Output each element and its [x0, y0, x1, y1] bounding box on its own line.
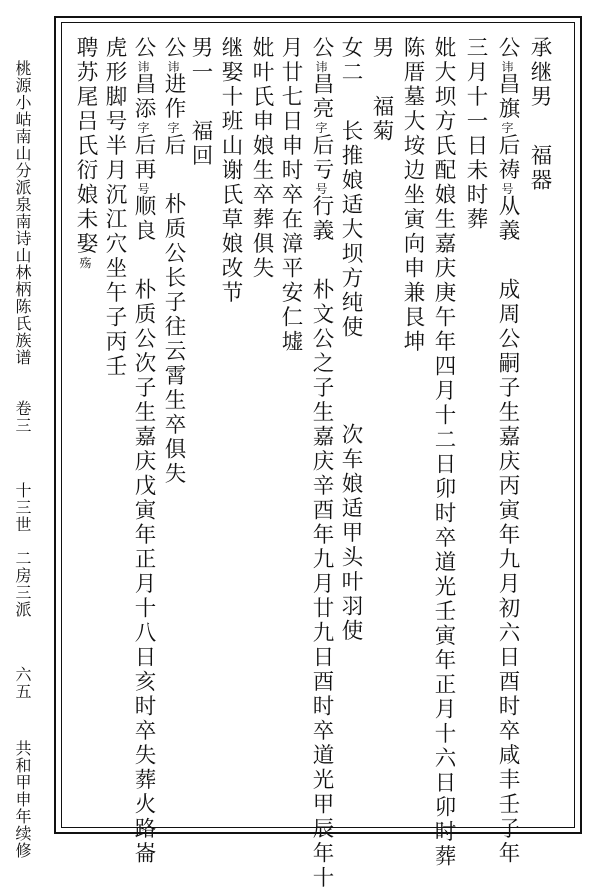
text-column — [275, 36, 305, 355]
text-column — [99, 36, 129, 379]
text-segment: 公 — [495, 36, 520, 61]
annotation-mark: 殇 — [78, 257, 92, 269]
text-column — [70, 36, 100, 269]
page-number: 六五 — [8, 666, 36, 700]
text-segment: 公 — [131, 36, 156, 61]
text-column — [366, 36, 396, 144]
edition-label: 共和甲申年续修 — [8, 740, 36, 859]
text-segment: 陈厝墓大垵边坐寅向申兼艮坤 — [400, 36, 425, 355]
text-segment: 妣大坝方氏配娘生嘉庆庚午年四月十二日卯时卒道光壬寅年正月十六日卯时葬 — [431, 36, 456, 869]
text-segment: 顺良 朴质公次子生嘉庆戊寅年正月十八日亥时卒失葬火路崙 — [131, 195, 156, 866]
text-segment: 虎形脚号半月沉江穴坐午子丙壬 — [102, 36, 127, 379]
annotation-mark: 讳 — [500, 61, 514, 73]
annotation-mark: 字 — [500, 122, 514, 134]
text-column — [492, 36, 522, 866]
text-segment: 进作 — [161, 73, 186, 122]
text-segment: 继娶十班山谢氏草娘改节 — [218, 36, 243, 306]
text-column — [215, 36, 245, 306]
text-segment: 男一 福回 — [188, 36, 213, 168]
margin-column — [8, 60, 36, 859]
text-segment: 后亏 — [309, 134, 334, 183]
text-segment: 后再 — [131, 134, 156, 183]
text-segment: 女二 长推娘适大坝方纯使 次车娘适甲头叶羽使 — [338, 36, 363, 644]
text-segment: 三月十一日未时葬 — [463, 36, 488, 232]
text-segment: 昌旗 — [495, 73, 520, 122]
annotation-mark: 号 — [500, 183, 514, 195]
text-column — [460, 36, 490, 232]
text-segment: 聘苏尾吕氏衍娘未娶 — [73, 36, 98, 257]
text-segment: 后 朴质公长子往云霄生卒俱失 — [161, 134, 186, 487]
annotation-mark: 字 — [136, 122, 150, 134]
text-segment: 后祷 — [495, 134, 520, 183]
text-segment: 从義 成周公嗣子生嘉庆丙寅年九月初六日酉时卒咸丰壬子年 — [495, 195, 520, 866]
text-segment: 行義 朴文公之子生嘉庆辛酉年九月廿九日酉时卒道光甲辰年十 — [309, 195, 334, 890]
text-segment: 男 福菊 — [369, 36, 394, 144]
text-segment: 公 — [309, 36, 334, 61]
text-column — [397, 36, 427, 355]
text-segment: 昌亮 — [309, 73, 334, 122]
book-title: 桃源小岵南山分派泉南诗山林柄陈氏族谱 — [8, 60, 36, 366]
annotation-mark: 号 — [314, 183, 328, 195]
annotation-mark: 讳 — [314, 61, 328, 73]
text-segment: 月廿七日申时卒在漳平安仁墟 — [278, 36, 303, 355]
text-segment: 妣叶氏申娘生卒葬俱失 — [249, 36, 274, 281]
text-column — [246, 36, 276, 281]
annotation-mark: 讳 — [136, 61, 150, 73]
text-column — [185, 36, 215, 168]
text-segment: 承继男 福器 — [527, 36, 552, 193]
generation-label: 十三世 二房三派 — [8, 482, 36, 618]
annotation-mark: 字 — [314, 122, 328, 134]
text-segment: 公 — [161, 36, 186, 61]
annotation-mark: 字 — [166, 122, 180, 134]
annotation-mark: 讳 — [166, 61, 180, 73]
volume-label: 卷三 — [8, 400, 36, 434]
text-column — [158, 36, 188, 486]
text-column — [335, 36, 365, 644]
annotation-mark: 号 — [136, 183, 150, 195]
text-column — [524, 36, 554, 193]
text-column — [128, 36, 158, 866]
text-segment: 昌添 — [131, 73, 156, 122]
text-column — [428, 36, 458, 869]
text-column — [306, 36, 336, 890]
